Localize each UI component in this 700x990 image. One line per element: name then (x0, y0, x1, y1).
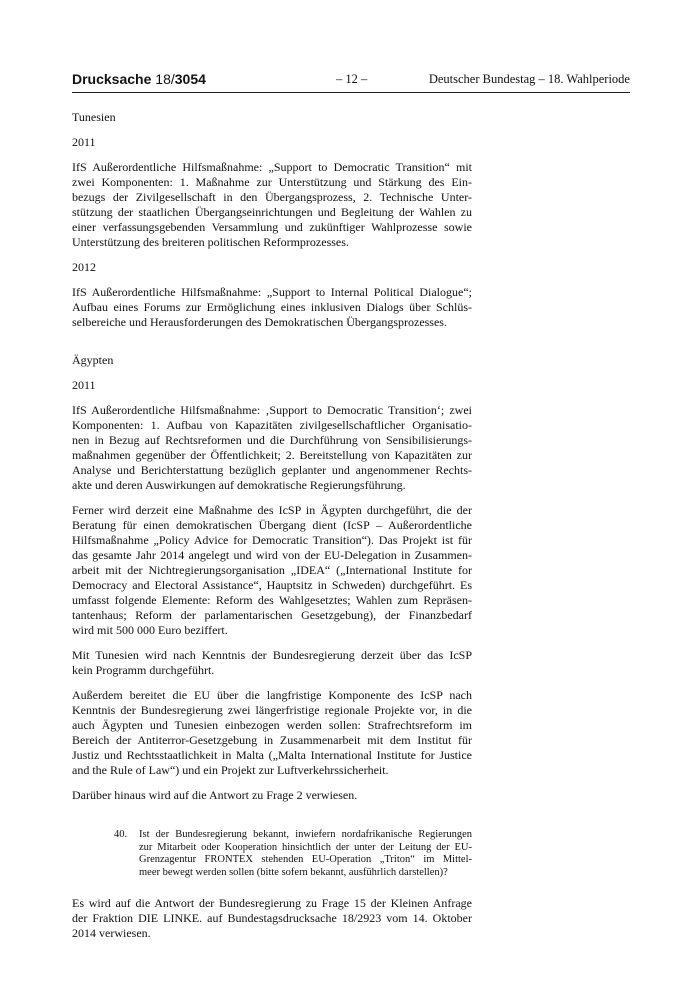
paragraph-eu-projects: Außerdem bereitet die EU über die langfristige Komponente des IcSP nach Kenntnis der Bundesregierung zwei längerfristige regionale Projekte vor, in die auch Ägypten und Tunesien einbezogen werden sollen: Strafrechtsreform im Bereich der Antiterror-Gesetzgebung in Zusammenarbeit mit dem Institut für Justiz und Rechtsstaatlichkeit in Malta („Malta International Institute for Justice and the Rule of Law“) und ein Projekt zur Luftverkehrssicherheit. (72, 688, 472, 777)
paragraph-tunesien-2012: IfS Außerordentliche Hilfsmaßnahme: „Support to Internal Political Dialogue“; Aufbau eines Forums zur Ermöglichung eines inklusiven Dialogs über Schlüs- selbereiche und Herausforderungen des Demokratischen Übergangsprozesses. (72, 285, 472, 329)
section-heading-aegypten: Ägypten (72, 353, 114, 367)
document-number: Drucksache 18/3054 (72, 71, 206, 87)
answer-paragraph: Es wird auf die Antwort der Bundesregierung zu Frage 15 der Kleinen Anfrage der Fraktion DIE LINKE. auf Bundestagsdrucksache 18/2923 vom 14. Oktober 2014 verwiesen. (72, 896, 472, 940)
paragraph-aegypten-icsp: Ferner wird derzeit eine Maßnahme des IcSP in Ägypten durchgeführt, die der Beratung für einen demokratischen Übergang dient (IcSP – Außerordentliche Hilfsmaßnahme „Policy Advice for Democratic Transition“). Das Projekt ist für das gesamte Jahr 2014 angelegt und wird von der EU-Delegation in Zusammen- arbeit mit der Nichtregierungsorganisation „IDEA“ („International Institute for Democracy and Electoral Assistance“, Hauptsitz in Schweden) durchgeführt. Es umfasst folgende Elemente: Reform des Wahlgesetztes; Wahlen zum Repräsen- tantenhaus; Reform der parlamentarischen Gesetzgebung), der Finanzbedarf wird mit 500 000 Euro beziffert. (72, 503, 472, 637)
question-text: Ist der Bundesregierung bekannt, inwiefern nordafrikanische Regierungen zur Mitarbeit oder Kooperation hinsichtlich der unter der Leitung der EU- Grenzagentur FRONTEX stehenden EU-Operation „Triton“ im Mittel- meer bewegt werden sollen (bitte sofern bekannt, ausführlich darstellen)? (139, 829, 472, 878)
year-label: 2011 (72, 378, 96, 392)
paragraph-aegypten-2011: IfS Außerordentliche Hilfsmaßnahme: ‚Support to Democratic Transition‘; zwei Komponenten: 1. Aufbau von Kapazitäten zivilgesellschaftlicher Organisatio- nen in Bezug auf Rechtsreformen und die Durchführung von Sensibilisierungs- maßnahmen gegenüber der Öffentlichkeit; 2. Bereitstellung von Kapazitäten zur Analyse und Berichterstattung bezüglich geplanter und angenommener Rechts- akte und deren Auswirkungen auf demokratische Regierungsführung. (72, 403, 472, 492)
paragraph-tunesien-icsp: Mit Tunesien wird nach Kenntnis der Bundesregierung derzeit über das IcSP kein Programm durchgeführt. (72, 648, 472, 677)
paragraph-reference: Darüber hinaus wird auf die Antwort zu Frage 2 verwiesen. (72, 788, 358, 802)
paragraph-tunesien-2011: IfS Außerordentliche Hilfsmaßnahme: „Support to Democratic Transition“ mit zwei Komponenten: 1. Maßnahme zur Unterstützung und Stärkung des Ein- bezugs der Zivilgesellschaft in den Übergangsprozess, 2. Technische Unter- stützung der staatlichen Übergangseinrichtungen und Begleitung der Wahlen zu einer verfassungsgebenden Versammlung und zukünftiger Wahlprozesse sowie Unterstützung des breiteren politischen Reformprozesses. (72, 160, 472, 249)
page-number: – 12 – (336, 72, 368, 86)
year-label: 2011 (72, 135, 96, 149)
section-heading-tunesien: Tunesien (72, 110, 116, 124)
question-number: 40. (114, 829, 128, 840)
year-label: 2012 (72, 260, 96, 274)
publisher: Deutscher Bundestag – 18. Wahlperiode (428, 72, 630, 86)
question-40 (114, 829, 472, 879)
document-body (72, 110, 472, 941)
page-header (72, 70, 630, 93)
